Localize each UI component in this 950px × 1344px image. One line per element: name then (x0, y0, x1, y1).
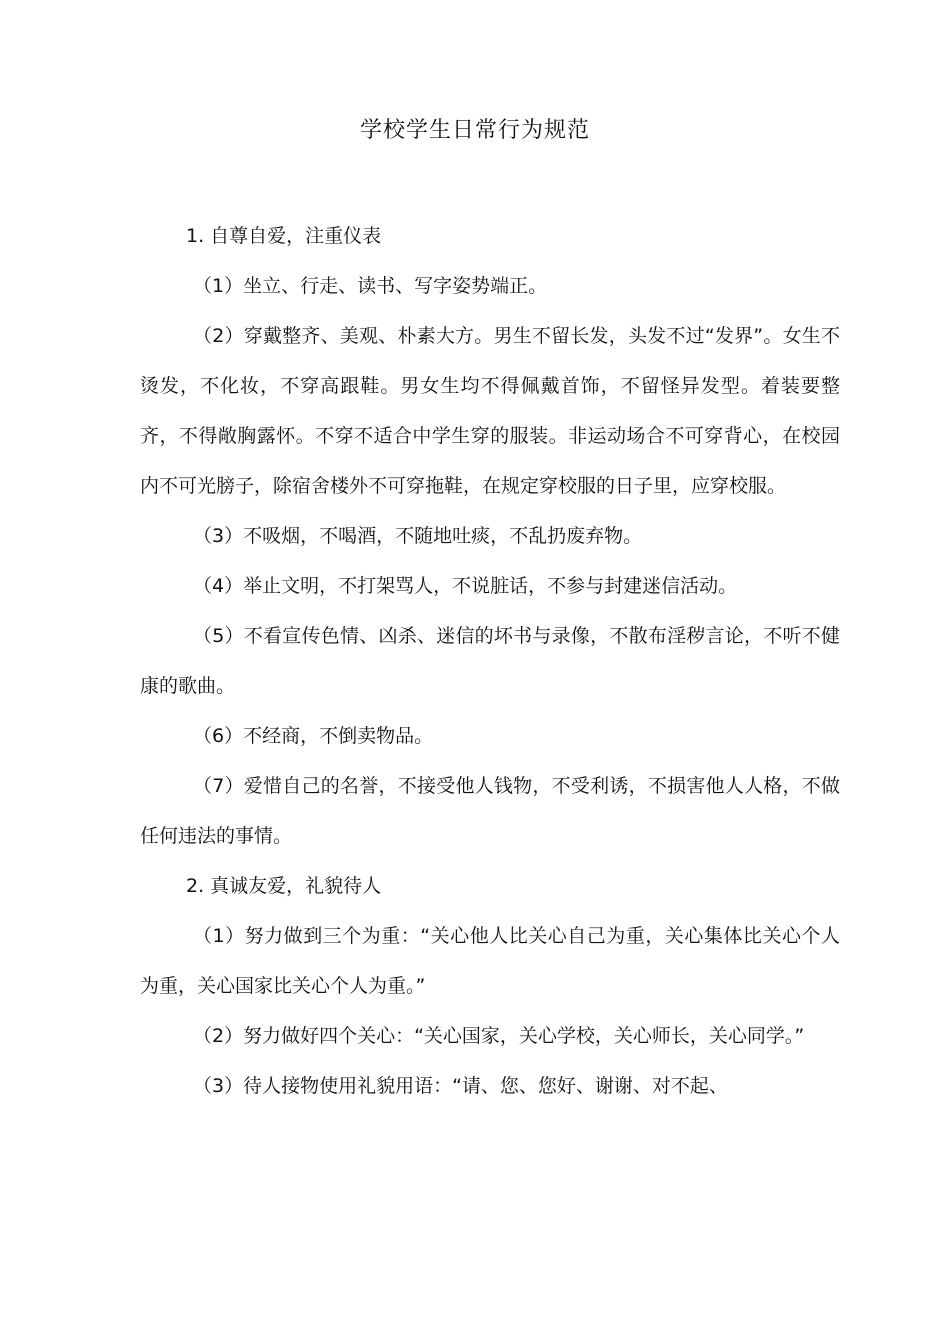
rule-1-3: （3）不吸烟，不喝酒，不随地吐痰，不乱扔废弃物。 (193, 525, 643, 547)
rule-1-2: （2）穿戴整齐、美观、朴素大方。男生不留长发，头发不过“发界”。女生不烫发，不化妆，不穿高跟鞋。男女生均不得佩戴首饰，不留怪异发型。着装要整齐，不得敞胸露怀。不穿不适合中学生穿的服装。非运动场合不可穿背心，在校园内不可光膀子，除宿舍楼外不可穿拖鞋，在规定穿校服的日子里，应穿校服。 (140, 325, 840, 497)
section-heading-1: 1. 自尊自爱，注重仪表 (186, 225, 382, 247)
document-body (140, 211, 840, 1111)
rule-2-2: （2）努力做好四个关心：“关心国家，关心学校，关心师长，关心同学。” (193, 1025, 805, 1047)
rule-1-1: （1）坐立、行走、读书、写字姿势端正。 (193, 275, 548, 297)
rule-2-1: （1）努力做到三个为重：“关心他人比关心自己为重，关心集体比关心个人为重，关心国家比关心个人为重。” (140, 925, 840, 997)
section-heading-2: 2. 真诚友爱，礼貌待人 (186, 875, 382, 897)
rule-2-3: （3）待人接物使用礼貌用语：“请、您、您好、谢谢、对不起、 (193, 1075, 728, 1097)
rule-1-6: （6）不经商，不倒卖物品。 (193, 725, 434, 747)
rule-1-4: （4）举止文明，不打架骂人，不说脏话，不参与封建迷信活动。 (193, 575, 738, 597)
rule-1-5: （5）不看宣传色情、凶杀、迷信的坏书与录像，不散布淫秽言论，不听不健康的歌曲。 (140, 625, 840, 697)
rule-1-7: （7）爱惜自己的名誉，不接受他人钱物，不受利诱，不损害他人人格，不做任何违法的事情。 (140, 775, 840, 847)
document-title: 学校学生日常行为规范 (359, 118, 590, 143)
